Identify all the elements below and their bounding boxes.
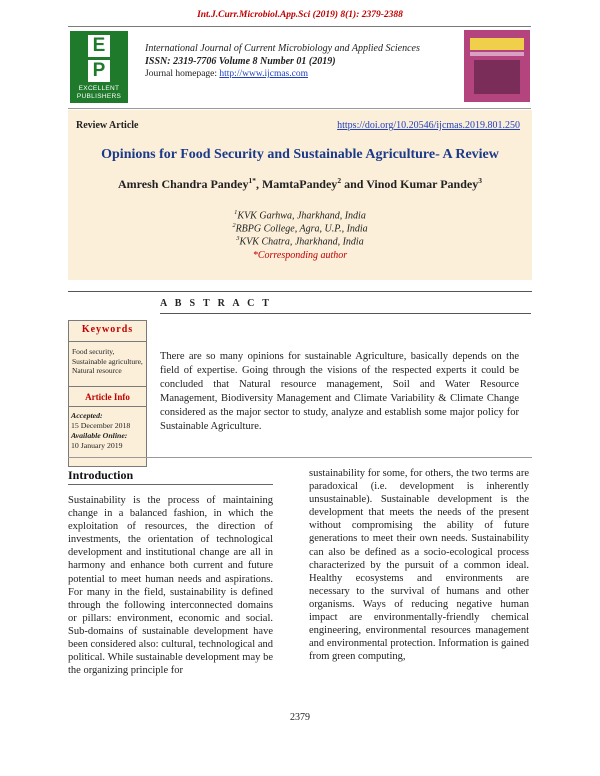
page-number: 2379	[290, 712, 310, 723]
article-info-divider-top	[68, 386, 147, 387]
abstract-text: There are so many opinions for sustainable Agriculture, basically depends on the field of expertise. Going through the visions of the respected experts it could be concluded that Natural resource management, Soil and Water Resource Management, Biodiversity Management and Climate Variability & Climate Change considered as the major sector to study, analyze and establish some major policy for Sustainable Agriculture.	[160, 351, 519, 432]
affiliation-text: KVK Chatra, Jharkhand, India	[239, 236, 364, 248]
journal-issn: ISSN: 2319-7706 Volume 8 Number 01 (2019)	[145, 56, 336, 67]
logo-text	[70, 85, 128, 101]
citation-line: Int.J.Curr.Microbiol.App.Sci (2019) 8(1): 2379-2388	[197, 10, 403, 20]
online-label: Available Online:	[71, 431, 128, 440]
logo-text-line2: PUBLISHERS	[76, 93, 122, 100]
affiliation-2	[68, 222, 532, 234]
cover-picture	[474, 60, 520, 94]
body-column-left: Sustainability is the process of maintaining change in a balanced fashion, in which the exploitation of resources, the direction of investments, the orientation of technological development and institutional change are all in harmony and enhance both current and future potential to meet human needs and aspirations. For many in the field, sustainability is defined through the following interconnected domains or pillars: environment, economic and social. Sub-domains of sustainable development have been considered also: cultural, technological and political. While sustainable development may be the organizing principle for	[68, 495, 273, 677]
accepted-label: Accepted:	[71, 411, 103, 420]
cover-title-band	[470, 38, 524, 50]
affiliation-sup: 2	[232, 222, 236, 229]
abstract-bottom-rule	[68, 457, 532, 458]
author-sup: 3	[478, 176, 482, 185]
affiliation-sup: 3	[236, 235, 240, 242]
logo-letter-p: P	[88, 60, 110, 82]
author-list	[68, 176, 532, 192]
author-separator: ,	[255, 177, 262, 191]
logo-letter-e: E	[88, 35, 110, 57]
author-sup: 1*	[248, 176, 256, 185]
affiliation-text: RBPG College, Agra, U.P., India	[235, 223, 368, 235]
abstract-heading: A B S T R A C T	[160, 298, 272, 309]
affiliation-sup: 1	[234, 209, 238, 216]
corresponding-author: *Corresponding author	[252, 250, 348, 261]
homepage-link[interactable]: http://www.ijcmas.com	[219, 69, 308, 79]
affiliation-3	[68, 235, 532, 247]
journal-name: International Journal of Current Microbiology and Applied Sciences	[145, 43, 420, 54]
cover-subtitle-band	[470, 52, 524, 56]
online-date: 10 January 2019	[71, 441, 123, 450]
header-rule	[68, 26, 531, 27]
homepage-label: Journal homepage:	[145, 69, 220, 79]
journal-homepage	[145, 69, 308, 79]
author-and: and	[341, 177, 367, 191]
author-name: Amresh Chandra Pandey	[118, 177, 249, 191]
logo-text-line1: EXCELLENT	[78, 85, 120, 92]
accepted-date: 15 December 2018	[71, 421, 131, 430]
doi-link[interactable]: https://doi.org/10.20546/ijcmas.2019.801.250	[337, 120, 520, 131]
keywords-text: Food security, Sustainable agriculture, Natural resource	[72, 347, 143, 376]
introduction-heading: Introduction	[68, 468, 134, 482]
article-title: Opinions for Food Security and Sustainable Agriculture- A Review	[101, 147, 499, 162]
body-column-right: sustainability for some, for others, the two terms are paradoxical (i.e. development is inherently unsustainable). Sustainable development is the development that meets the needs of the present without compromising the ability of future generations to meet their own needs. Sustainability can also be defined as a socio-ecological process characterized by the pursuit of a common ideal. Healthy ecosystems and environments are necessary to the survival of humans and other organisms. Ways of reducing negative human impact are environmentally-friendly chemical engineering, environmental resources management and environmental protection. Information is gained from green computing,	[309, 468, 529, 663]
abstract-top-rule	[68, 291, 532, 292]
abstract-heading-rule	[160, 313, 531, 314]
article-type: Review Article	[76, 120, 139, 131]
article-info-divider-bottom	[68, 406, 147, 407]
article-info-heading: Article Info	[85, 392, 130, 402]
introduction-underline	[68, 484, 273, 485]
journal-cover-image	[464, 30, 530, 102]
article-dates	[71, 411, 146, 451]
header-bottom-rule	[68, 108, 531, 109]
keywords-divider	[68, 341, 147, 342]
author-name: Vinod Kumar Pandey	[366, 177, 479, 191]
affiliation-1	[68, 209, 532, 221]
affiliation-text: KVK Garhwa, Jharkhand, India	[237, 210, 366, 222]
publisher-logo	[70, 31, 128, 103]
keywords-heading: Keywords	[81, 324, 134, 335]
author-sup: 2	[337, 176, 342, 185]
author-name: MamtaPandey	[261, 177, 338, 191]
